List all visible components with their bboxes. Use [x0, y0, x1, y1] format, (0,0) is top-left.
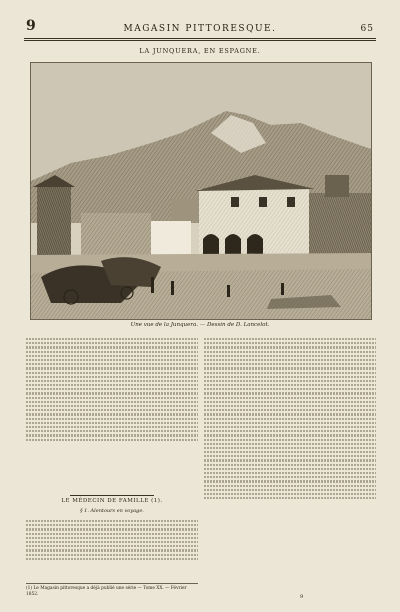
page-number-right: 65 [360, 24, 374, 34]
text-line [26, 541, 198, 543]
text-line [204, 372, 376, 374]
text-line [26, 405, 198, 407]
text-line [26, 520, 198, 522]
text-line [204, 388, 376, 390]
text-line [26, 409, 198, 411]
text-line [26, 346, 198, 348]
text-line [204, 342, 376, 344]
section-title: LE MÉDECIN DE FAMILLE (1). [61, 498, 163, 504]
text-line [204, 455, 376, 457]
text-line [26, 533, 198, 535]
text-line [204, 363, 376, 365]
engraving-illustration [30, 62, 372, 320]
text-line [26, 439, 198, 441]
text-line [204, 405, 376, 407]
text-line [204, 380, 376, 382]
text-line [26, 554, 198, 556]
text-line [204, 392, 376, 394]
text-line [204, 451, 376, 453]
text-line [204, 476, 376, 478]
text-line [204, 464, 376, 466]
text-line [204, 359, 376, 361]
text-line [204, 384, 376, 386]
text-line [204, 426, 376, 428]
text-line [204, 413, 376, 415]
text-column-left-lower [26, 518, 198, 562]
text-line [204, 480, 376, 482]
text-line [204, 472, 376, 474]
text-column-right [204, 336, 376, 501]
text-line [26, 384, 198, 386]
page-number-left: 9 [26, 18, 37, 34]
section-subtitle: § 1. Alentours en voyage. [80, 508, 144, 514]
text-line [26, 558, 198, 560]
magazine-title: MAGASIN PITTORESQUE. [123, 24, 277, 34]
text-line [26, 401, 198, 403]
text-line [26, 545, 198, 547]
text-line [26, 388, 198, 390]
text-line [26, 367, 198, 369]
article-title: LA JUNQUERA, EN ESPAGNE. [139, 47, 261, 55]
text-line [204, 351, 376, 353]
text-line [204, 439, 376, 441]
text-line [26, 426, 198, 428]
text-line [26, 528, 198, 530]
text-line [26, 434, 198, 436]
text-line [204, 338, 376, 340]
illustration-caption: Une vue de la Junquera. — Dessin de D. Lancelot. [130, 322, 270, 328]
text-line [204, 376, 376, 378]
text-line [204, 355, 376, 357]
text-line [204, 409, 376, 411]
text-line [204, 443, 376, 445]
text-line [26, 372, 198, 374]
text-line [204, 497, 376, 499]
text-line [26, 392, 198, 394]
text-line [26, 524, 198, 526]
text-line [26, 537, 198, 539]
text-line [26, 422, 198, 424]
text-column-left [26, 336, 198, 443]
text-line [26, 342, 198, 344]
text-line [26, 418, 198, 420]
header-rule [24, 40, 376, 41]
text-line [26, 380, 198, 382]
text-line [204, 447, 376, 449]
text-line [204, 459, 376, 461]
text-line [26, 549, 198, 551]
text-line [26, 376, 198, 378]
text-line [204, 346, 376, 348]
text-line [26, 413, 198, 415]
text-line [204, 434, 376, 436]
text-line [26, 355, 198, 357]
text-line [204, 401, 376, 403]
page-header [24, 18, 376, 39]
section-rule [70, 495, 154, 496]
text-line [26, 397, 198, 399]
text-line [204, 430, 376, 432]
text-line [204, 367, 376, 369]
footnote: (1) Le Magasin pittoresque a déjà publié une série — Tome XX. — Février 1852. [26, 583, 198, 597]
text-line [204, 468, 376, 470]
text-line [204, 422, 376, 424]
text-line [26, 338, 198, 340]
text-line [204, 489, 376, 491]
text-line [26, 351, 198, 353]
text-line [204, 493, 376, 495]
text-line [204, 397, 376, 399]
text-line [26, 359, 198, 361]
engraving-drawing [31, 63, 371, 319]
text-line [26, 430, 198, 432]
text-line [26, 363, 198, 365]
text-line [204, 485, 376, 487]
text-line [204, 418, 376, 420]
page-signature: 9 [300, 594, 304, 600]
